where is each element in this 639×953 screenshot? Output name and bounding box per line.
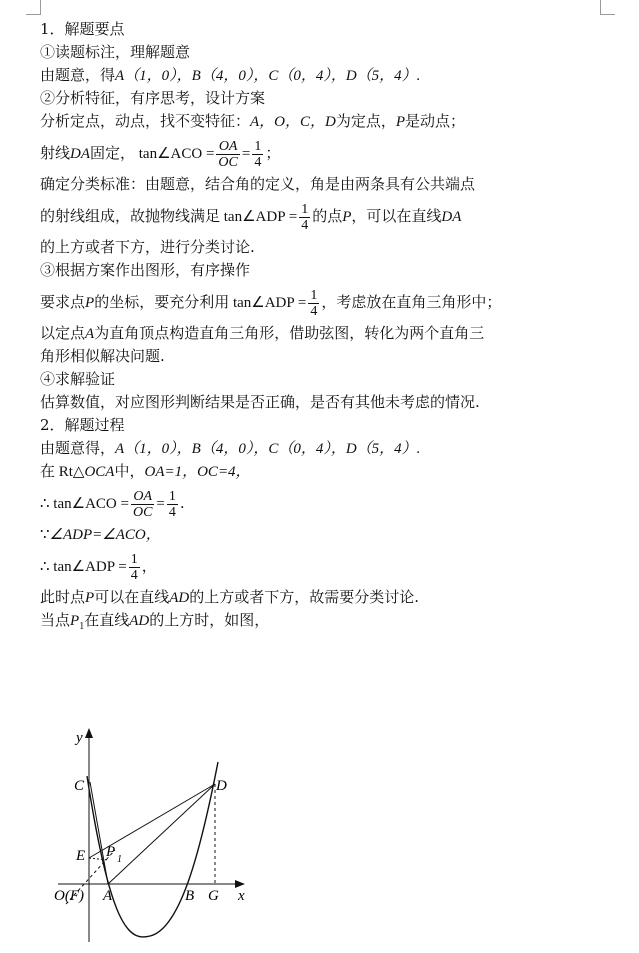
text: 要求点	[40, 293, 86, 311]
step-4-title	[40, 368, 600, 391]
math-values: OA=1，OC=4，	[144, 464, 251, 480]
text: 分析定点，动点，找不变特征：	[40, 112, 251, 130]
math-var: AD	[129, 613, 150, 629]
text: 的上方或者下方，进行分类讨论.	[40, 238, 255, 256]
text: 射线	[40, 144, 71, 162]
ray-fixed-line	[40, 133, 600, 173]
text: 此时点	[40, 588, 86, 606]
verify-line	[40, 391, 600, 414]
numerator: 1	[168, 488, 176, 504]
text: 中，	[114, 462, 145, 480]
segment-ca	[90, 782, 108, 884]
punctuation: ，	[141, 557, 157, 575]
text: ∴ tan∠ACO =	[40, 496, 129, 512]
text: 由题意，得	[40, 66, 116, 84]
numerator: OA	[131, 489, 154, 505]
fraction-one-fourth	[308, 288, 319, 319]
fraction-one-fourth	[252, 139, 263, 170]
label-y: y	[76, 730, 83, 746]
fraction-one-fourth	[299, 202, 310, 233]
text: 为定点，	[335, 112, 396, 130]
classification-line-3	[40, 236, 600, 259]
equals-sign: =	[241, 146, 251, 162]
math-var: P	[85, 295, 95, 311]
fraction-one-fourth	[129, 552, 140, 583]
fraction-oa-oc	[216, 139, 239, 170]
text: ，可以在直线	[351, 207, 442, 225]
because-line	[40, 523, 600, 546]
text: 估算数值，对应图形判断结果是否正确，是否有其他未考虑的情况.	[40, 393, 480, 411]
geometry-figure	[40, 724, 260, 950]
step-text: ③根据方案作出图形，有序操作	[40, 261, 251, 279]
tan-adp-line	[40, 546, 600, 586]
math-var: P	[395, 114, 406, 130]
step-text: ①读题标注，理解题意	[40, 43, 191, 61]
y-axis-arrow-icon	[85, 728, 93, 738]
given-points-line	[40, 64, 600, 87]
section-heading-2	[40, 414, 600, 437]
figure-svg	[40, 724, 260, 946]
text: 为直角顶点构造直角三角形，借助弦图，转化为两个直角三	[94, 324, 485, 342]
label-p: P	[106, 844, 116, 860]
points-math: A（1，0），B（4，0），C（0，4），D（5，4）.	[115, 441, 421, 457]
math-var: A	[85, 326, 95, 342]
label-d: D	[216, 778, 227, 794]
text: 可以在直线	[94, 588, 170, 606]
page-corner-mark-left	[26, 0, 41, 15]
text: 的上方或者下方，故需要分类讨论.	[189, 588, 419, 606]
denominator: 4	[301, 217, 309, 233]
numerator: 1	[130, 551, 138, 567]
segment-ad	[108, 784, 215, 884]
coordinate-goal-line	[40, 282, 600, 322]
label-e: E	[76, 848, 86, 864]
numerator: 1	[301, 201, 309, 217]
label-o-f: O(F)	[54, 888, 84, 904]
step-2-title	[40, 87, 600, 110]
math-var: P	[342, 209, 352, 225]
x-axis-arrow-icon	[235, 880, 245, 888]
text: 当点	[40, 611, 71, 629]
denominator: 4	[168, 504, 176, 520]
analysis-line	[40, 110, 600, 133]
step-3-title	[40, 259, 600, 282]
page-corner-mark-right	[600, 0, 615, 15]
numerator: 1	[254, 138, 262, 154]
document-body	[40, 18, 600, 632]
math-var: P	[70, 613, 80, 629]
heading-text: 1．解题要点	[40, 20, 125, 38]
text: 是动点；	[405, 112, 466, 130]
step-1-title	[40, 41, 600, 64]
math-var: DA	[70, 146, 91, 162]
points-math: A（1，0），B（4，0），C（0，4），D（5，4）.	[115, 68, 421, 84]
math-var: AD	[169, 590, 190, 606]
label-c: C	[74, 778, 85, 794]
denominator: 4	[310, 303, 318, 319]
text: 的上方时，如图，	[149, 611, 270, 629]
classification-line-2	[40, 196, 600, 236]
right-triangle-line	[40, 460, 600, 483]
text: 在直线	[84, 611, 130, 629]
text: 的射线组成，故抛物线满足 tan∠ADP =	[40, 209, 298, 225]
construct-line-1	[40, 322, 600, 345]
label-b: B	[185, 888, 195, 904]
given-points-line-2	[40, 437, 600, 460]
numerator: OA	[216, 139, 239, 155]
text: 的坐标，要充分利用 tan∠ADP =	[94, 295, 307, 311]
text: 在 Rt△	[40, 464, 85, 480]
math-var: OCA	[84, 464, 115, 480]
text: 的点	[312, 207, 343, 225]
subscript: 1	[79, 621, 85, 632]
math-fixed-points: A，O，C，D	[250, 114, 336, 130]
case-1-line	[40, 609, 600, 632]
label-a: A	[103, 888, 113, 904]
step-text: ②分析特征，有序思考，设计方案	[40, 89, 266, 107]
text: 确定分类标准：由题意，结合角的定义，角是由两条具有公共端点	[40, 175, 476, 193]
denominator: 4	[130, 567, 138, 583]
label-p-subscript: 1	[117, 854, 122, 865]
text: 以定点	[40, 324, 86, 342]
text: ，考虑放在直角三角形中；	[321, 293, 502, 311]
math-var: P	[85, 590, 95, 606]
math-equation: ∠ADP=∠ACO，	[49, 527, 161, 543]
tan-aco-line	[40, 483, 600, 523]
math-var: DA	[441, 209, 462, 225]
denominator: OC	[218, 154, 238, 170]
heading-text: 2．解题过程	[40, 416, 125, 434]
fraction-one-fourth	[167, 489, 178, 520]
tan-expression: 固定， tan∠ACO =	[90, 146, 215, 162]
denominator: OC	[132, 504, 153, 520]
fraction-oa-oc	[131, 489, 154, 520]
label-g: G	[208, 888, 219, 904]
punctuation: ；	[265, 144, 281, 162]
punctuation: .	[179, 494, 185, 512]
section-heading-1	[40, 18, 600, 41]
denominator: 4	[254, 154, 262, 170]
construct-line-2	[40, 345, 600, 368]
step-text: ④求解验证	[40, 370, 116, 388]
equals-sign: =	[156, 496, 165, 512]
text: 角形相似解决问题.	[40, 347, 165, 365]
case-split-line	[40, 586, 600, 609]
text: 由题意得，	[40, 439, 116, 457]
because-symbol: ∵	[40, 527, 50, 543]
text: ∴ tan∠ADP =	[40, 559, 127, 575]
classification-line-1	[40, 173, 600, 196]
label-x: x	[238, 888, 245, 904]
numerator: 1	[310, 287, 318, 303]
